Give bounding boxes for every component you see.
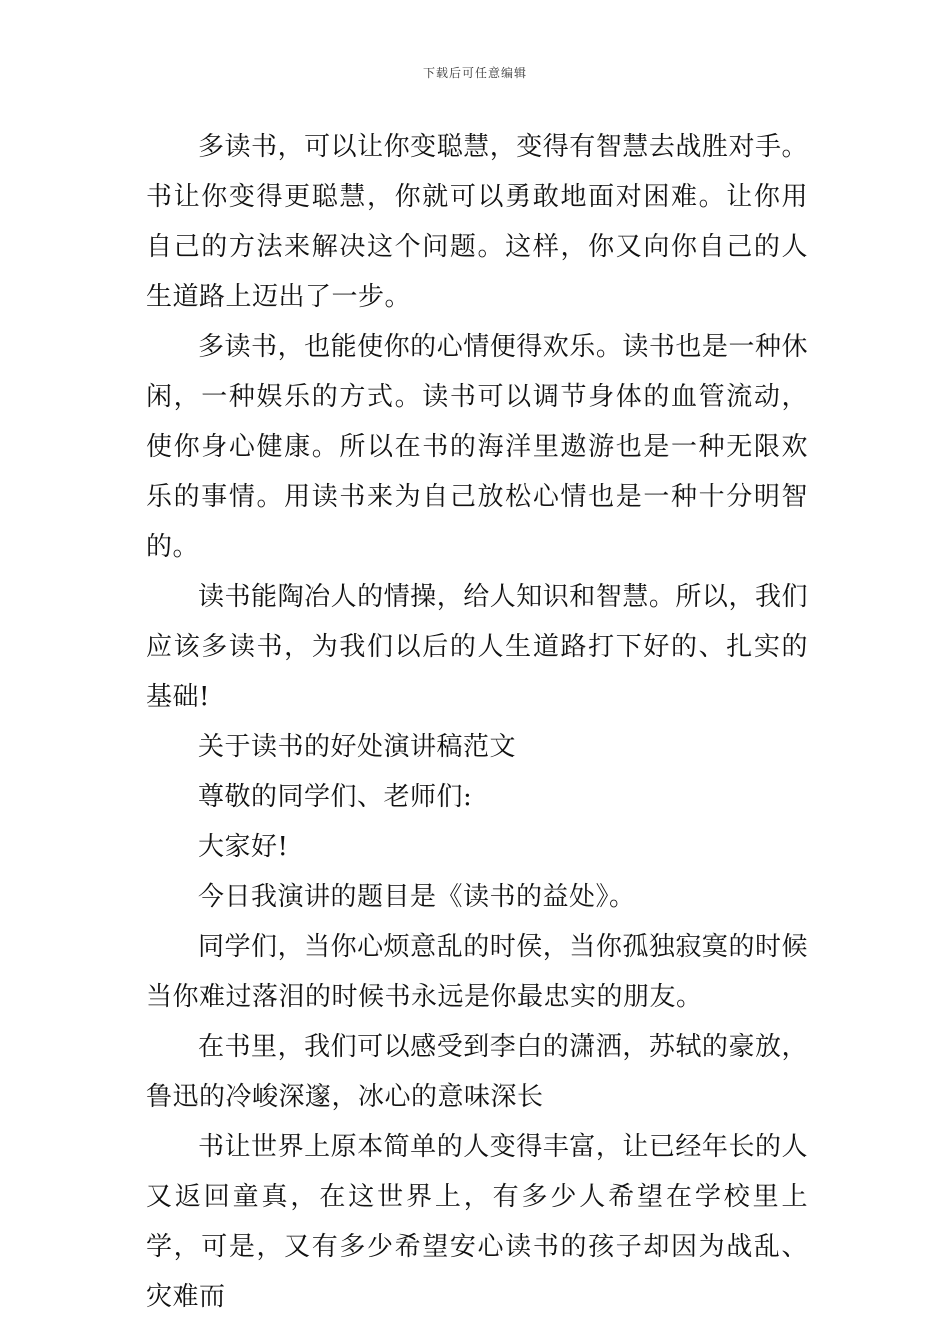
speech-topic: 今日我演讲的题目是《读书的益处》。: [198, 882, 636, 912]
paragraph-1: 多读书，可以让你变聪慧，变得有智慧去战胜对手。书让你变得更聪慧，你就可以勇敢地面对困难。让你用自己的方法来解决这个问题。这样，你又向你自己的人生道路上迈出了一步。: [146, 132, 808, 312]
page-header: 下载后可任意编辑: [422, 66, 527, 80]
paragraph-8: 同学们，当你心烦意乱的时侯，当你孤独寂寞的时候当你难过落泪的时候书永远是你最忠实的朋友。: [146, 932, 808, 1012]
paragraph-10: 书让世界上原本简单的人变得丰富，让已经年长的人又返回童真，在这世界上，有多少人希望在学校里上学，可是，又有多少希望安心读书的孩子却因为战乱、灾难而: [146, 1132, 808, 1312]
salutation: 尊敬的同学们、老师们:: [198, 782, 473, 812]
paragraph-2: 多读书，也能使你的心情便得欢乐。读书也是一种休闲，一种娱乐的方式。读书可以调节身体的血管流动，使你身心健康。所以在书的海洋里遨游也是一种无限欢乐的事情。用读书来为自己放松心情也是一种十分明智的。: [146, 332, 808, 562]
paragraph-9: 在书里，我们可以感受到李白的潇洒，苏轼的豪放，鲁迅的冷峻深邃，冰心的意味深长: [146, 1032, 808, 1112]
document-body: [146, 122, 808, 1322]
greeting: 大家好!: [198, 832, 289, 862]
section-title: 关于读书的好处演讲稿范文: [198, 732, 517, 762]
paragraph-3: 读书能陶冶人的情操，给人知识和智慧。所以，我们应该多读书，为我们以后的人生道路打下好的、扎实的基础!: [146, 582, 808, 712]
